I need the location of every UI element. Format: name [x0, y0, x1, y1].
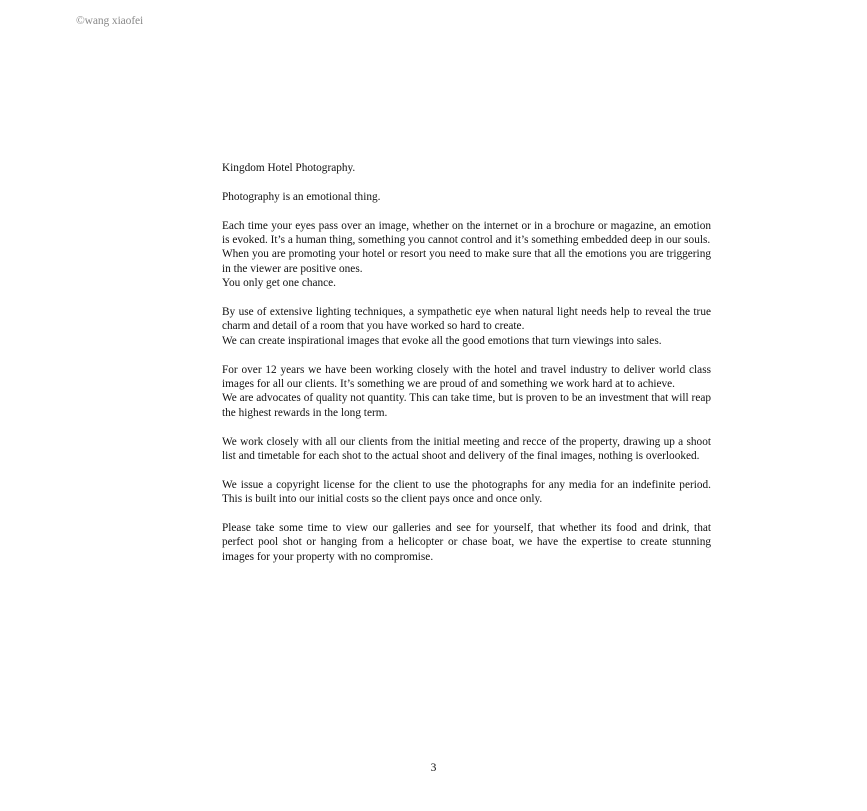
- tagline: Photography is an emotional thing.: [222, 190, 381, 203]
- paragraph-lighting: By use of extensive lighting techniques, a sympathetic eye when natural light needs help to reveal the true charm and detail of a room that you have worked so hard to create.: [222, 306, 711, 333]
- paragraph-spacer: [222, 463, 711, 477]
- document-title: Kingdom Hotel Photography.: [222, 162, 356, 174]
- paragraph-emotion: Each time your eyes pass over an image, whether on the internet or in a brochure or magazine, an emotion is evoked. It’s a human thing, something you cannot control and it’s something embedded deep in our souls.: [222, 219, 711, 246]
- paragraph-copyright: We issue a copyright license for the client to use the photographs for any media for an indefinite period. This is built into our initial costs so the client pays once and once only.: [222, 478, 711, 506]
- document-body: [222, 161, 711, 564]
- paragraph-quality: We are advocates of quality not quantity. This can take time, but is proven to be an investment that will reap the highest rewards in the long term.: [222, 392, 711, 419]
- paragraph-spacer: [222, 291, 711, 305]
- paragraph-one-chance: You only get one chance.: [222, 277, 336, 290]
- paragraph-spacer: [222, 420, 711, 434]
- paragraph-inspirational: We can create inspirational images that evoke all the good emotions that turn viewings into sales.: [222, 334, 662, 347]
- paragraph-promoting: When you are promoting your hotel or resort you need to make sure that all the emotions you are triggering in the viewer are positive ones.: [222, 248, 711, 275]
- paragraph-galleries: Please take some time to view our galleries and see for yourself, that whether its food and drink, that perfect pool shot or hanging from a helicopter or chase boat, we have the expertise to create stunning images for your property with no compromise.: [222, 522, 711, 563]
- paragraph-spacer: [222, 204, 711, 218]
- copyright-watermark: ©wang xiaofei: [76, 15, 144, 27]
- paragraph-experience: For over 12 years we have been working closely with the hotel and travel industry to deliver world class images for all our clients. It’s something we are proud of and something we work hard at to achieve.: [222, 363, 711, 391]
- page-number: 3: [430, 762, 437, 774]
- paragraph-spacer: [222, 507, 711, 521]
- paragraph-process: We work closely with all our clients from the initial meeting and recce of the property, drawing up a shoot list and timetable for each shot to the actual shoot and delivery of the final images, nothing is overlooked.: [222, 435, 711, 463]
- paragraph-spacer: [222, 175, 711, 189]
- paragraph-spacer: [222, 348, 711, 362]
